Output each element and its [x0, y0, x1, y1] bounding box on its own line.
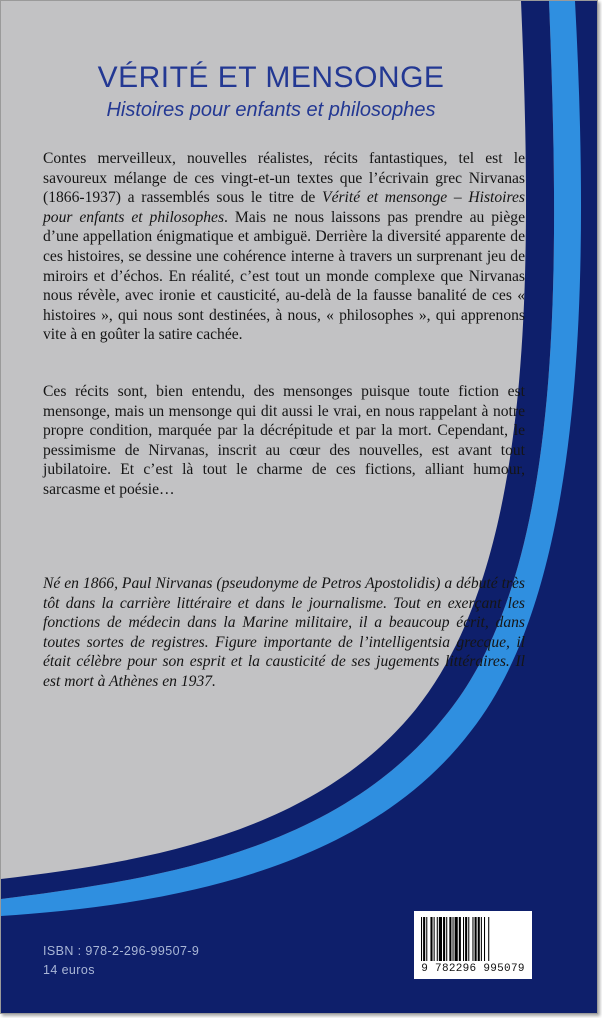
barcode-bar — [421, 917, 422, 961]
barcode-bars — [421, 917, 525, 961]
barcode-bar — [478, 917, 480, 961]
barcode-bar — [453, 917, 454, 961]
barcode-bar — [434, 917, 435, 961]
isbn-number: ISBN : 978-2-296-99507-9 — [43, 944, 200, 958]
blurb-text: Contes merveilleux, nouvelles réalistes, récits fantastiques, tel est le savoureux mélange de ces vingt-et-un textes que l’écrivain grec Nirvanas (1866-1937) a rassemblés sous le titre de — [43, 150, 525, 207]
barcode-bar — [472, 917, 473, 961]
barcode-bar — [455, 917, 458, 961]
barcode-digits: 9 782296 995079 — [421, 963, 525, 975]
blurb-paragraph-1 — [43, 149, 525, 345]
barcode-bar — [481, 917, 482, 961]
blurb-title-reference: Vérité et mensonge – Histoires pour enfants et philosophes — [43, 189, 525, 226]
blurb-text: . Mais ne nous laissons pas prendre au piège d’une appellation énigmatique et ambiguë. Derrière la diversité apparente de ces histoires, se dessine une cohérence interne à travers un surprenant jeu de miroirs et d’échos. En réalité, c’est tout un monde complexe que Nirvanas nous révèle, avec ironie et causticité, au-delà de la fausse banalité de ces « histoires », qui nous sont destinées, à nous, « philosophes », qui apprenons vite à en goûter la satire cachée. — [43, 208, 525, 344]
barcode-bar — [463, 917, 464, 961]
barcode-bar — [465, 917, 467, 961]
barcode-bar — [468, 917, 469, 961]
book-subtitle: Histoires pour enfants et philosophes — [106, 99, 436, 121]
barcode-bar — [484, 917, 485, 961]
barcode-bar — [423, 917, 425, 961]
blurb-paragraph-2: Ces récits sont, bien entendu, des mensonges puisque toute fiction est mensonge, mais un mensonge qui dit aussi le vrai, en nous rappelant à notre propre condition, marquée par la décrépitude et par la mort. Cependant, le pessimisme de Nirvanas, inscrit au cœur des nouvelles, est avant tout jubilatoire. Et c’est là tout le charme de ces fictions, alliant humour, sarcasme et poésie… — [43, 383, 525, 498]
barcode-bar — [437, 917, 438, 961]
book-title: VÉRITÉ ET MENSONGE — [97, 61, 445, 94]
barcode-bar — [439, 917, 442, 961]
barcode-bar — [488, 917, 489, 961]
price: 14 euros — [43, 963, 95, 977]
author-biography: Né en 1866, Paul Nirvanas (pseudonyme de Petros Apostolidis) a débuté très tôt dans la carrière littéraire et dans le journalisme. Tout en exerçant les fonctions de médecin dans la Marine militaire, il a beaucoup écrit, dans toutes sortes de registres. Figure importante de l’intelligentsia grecque, il était célèbre pour son esprit et la causticité de ses jugements littéraires. Il est mort à Athènes en 1937. — [43, 575, 525, 690]
barcode-bar — [443, 917, 445, 961]
barcode-bar — [430, 917, 432, 961]
barcode-bar — [459, 917, 461, 961]
barcode-bar — [449, 917, 451, 961]
barcode — [414, 911, 532, 979]
barcode-bar — [426, 917, 427, 961]
barcode-bar — [475, 917, 477, 961]
barcode-bar — [446, 917, 447, 961]
